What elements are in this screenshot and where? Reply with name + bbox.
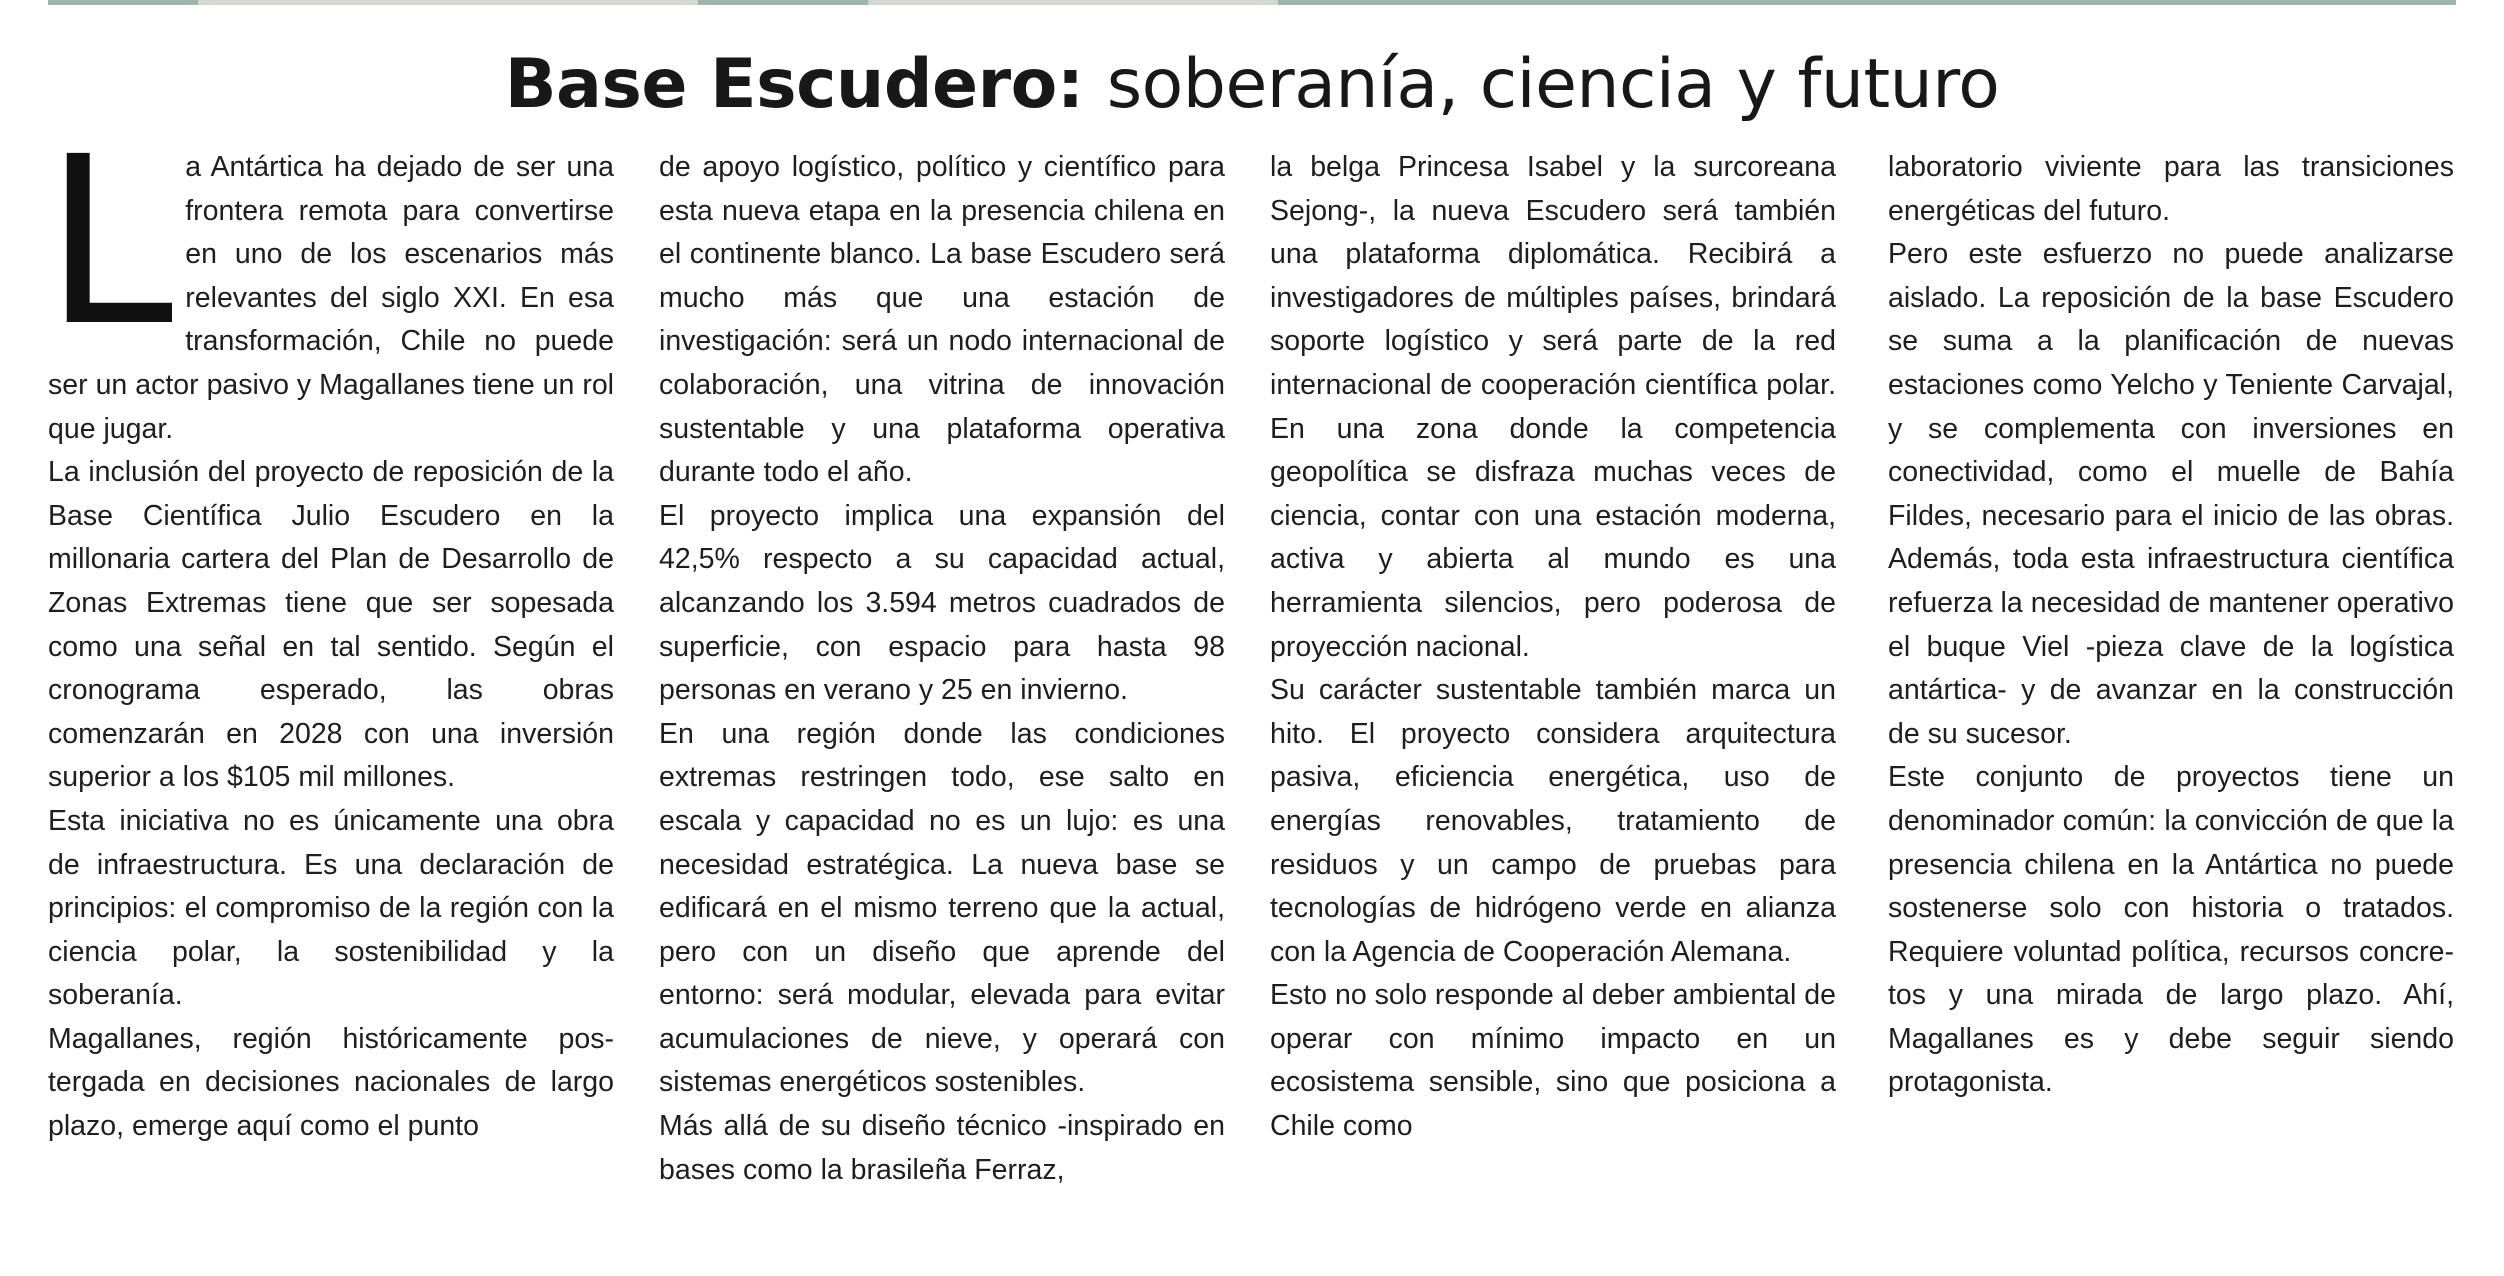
top-rule-segment [1278,0,2456,5]
paragraph: de apoyo logístico, político y científico para esta nueva etapa en la presencia chilena en el continente blanco. La base Escudero será mucho más que una estación de investigación: será un nodo internacional de colaboración, una vitrina de innovación sustentable y una plataforma operativa durante todo el año. [659,151,1225,489]
paragraph: Este conjunto de proyectos tiene un denominador común: la convicción de que la presencia chilena en la Antártica no puede sostenerse solo con historia o tratados. Requiere voluntad política, recursos concretos y una mirada de largo plazo. Ahí, Magallanes es y debe seguir siendo protagonista. [1888,761,2454,1099]
column-3 [1270,146,1836,1149]
paragraph: Esto no solo responde al deber ambiental de operar con mínimo impacto en un ecosistema sensible, sino que posiciona a Chile como [1270,979,1836,1143]
paragraph: Magallanes, región históricamente postergada en decisiones nacionales de largo plazo, emerge aquí como el punto [48,1022,614,1143]
paragraph: Su carácter sustentable también marca un hito. El proyecto considera arquitectura pasiva, eficiencia energética, uso de energías renovables, tratamiento de residuos y un campo de pruebas para tecnologías de hidrógeno verde en alianza con la Agencia de Cooperación Alemana. [1270,674,1836,968]
top-rule-segment [698,0,868,5]
article-body [44,107,2456,1256]
paragraph-text: a Antártica ha dejado de ser una frontera remota para convertirse en uno de los escenarios más relevantes del siglo XXI. En esa transformación, Chile no puede ser un actor pasivo y Magallanes tiene un rol que jugar. [48,151,614,445]
paragraph [44,107,614,451]
paragraph: En una región donde las condiciones extremas restringen todo, ese salto en escala y capacidad no es un lujo: es una necesidad estratégica. La nueva base se edificará en el mismo terreno que la actual, pero con un diseño que aprende del entorno: será modular, elevada para evitar acumulaciones de nieve, y operará con sistemas energéticos sostenibles. [659,717,1225,1099]
column-1 [44,107,614,1149]
article-headline [0,40,2504,130]
column-2 [659,146,1225,1192]
column-4 [1888,146,2454,1105]
paragraph: Esta iniciativa no es únicamente una obra de infraestructura. Es una declaración de principios: el compromiso de la región con la ciencia polar, la sostenibilidad y la soberanía. [48,804,614,1012]
headline-bold: Base Escudero: [504,45,1084,124]
drop-cap: L [44,107,174,377]
paragraph: la belga Princesa Isabel y la surcoreana Sejong-, la nueva Escudero será también una plataforma diplomática. Recibirá a investigadores de múltiples países, brindará soporte logístico y será parte de la red internacional de cooperación científica polar. En una zona donde la competencia geopolítica se disfraza muchas veces de ciencia, contar con una estación moderna, activa y abierta al mundo es una herramienta silencios, pero poderosa de proyección nacional. [1270,151,1836,663]
paragraph: Pero este esfuerzo no puede analizarse aislado. La reposición de la base Escudero se suma a la planificación de nuevas estaciones como Yelcho y Teniente Carvajal, y se complementa con inversiones en conectividad, como el muelle de Bahía Fildes, necesario para el inicio de las obras. Además, toda esta infraestructura científica refuerza la necesidad de mantener operativo el buque Viel -pieza clave de la logística antártica- y de avanzar en la construcción de su sucesor. [1888,238,2454,750]
paragraph: La inclusión del proyecto de reposición de la Base Científica Julio Escudero en la millonaria cartera del Plan de Desarrollo de Zonas Extremas tiene que ser sopesada como una señal en tal sentido. Según el cronograma esperado, las obras comenzarán en 2028 con una inversión superior a los $105 mil millones. [48,456,614,794]
paragraph: El proyecto implica una expansión del 42,5% respecto a su capacidad actual, alcanzando los 3.594 metros cuadrados de superficie, con espacio para hasta 98 personas en verano y 25 en invierno. [659,499,1225,707]
paragraph: laboratorio viviente para las transiciones energéticas del futuro. [1888,151,2454,227]
top-rule-segment [48,0,198,5]
top-rule [48,0,2456,5]
paragraph: Más allá de su diseño técnico -inspirado en bases como la brasileña Ferraz, [659,1110,1225,1186]
headline-rest: soberanía, ciencia y futuro [1106,45,2000,124]
